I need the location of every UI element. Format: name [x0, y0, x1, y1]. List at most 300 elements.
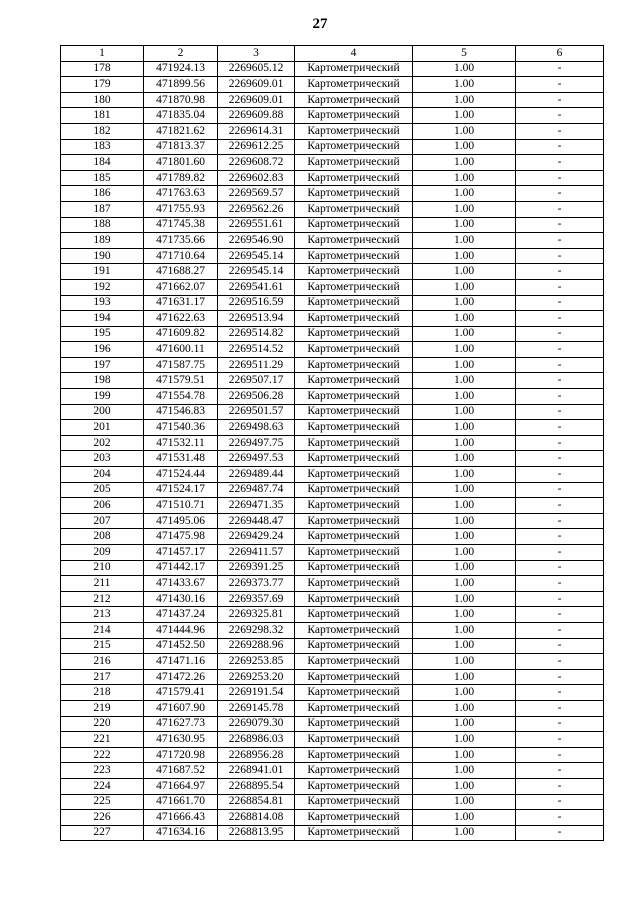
- accuracy-cell: 1.00: [413, 342, 516, 358]
- accuracy-cell: 1.00: [413, 264, 516, 280]
- point-number-cell: 204: [61, 467, 144, 483]
- y-coordinate-cell: 2269541.61: [218, 279, 295, 295]
- table-row: [61, 545, 604, 561]
- x-coordinate-cell: 471630.95: [144, 732, 218, 748]
- column-header: 6: [516, 46, 604, 62]
- y-coordinate-cell: 2269614.31: [218, 123, 295, 139]
- x-coordinate-cell: 471444.96: [144, 622, 218, 638]
- point-number-cell: 208: [61, 529, 144, 545]
- point-number-cell: 197: [61, 357, 144, 373]
- method-cell: Картометрический: [295, 810, 413, 826]
- accuracy-cell: 1.00: [413, 545, 516, 561]
- description-cell: -: [516, 700, 604, 716]
- method-cell: Картометрический: [295, 763, 413, 779]
- y-coordinate-cell: 2269448.47: [218, 513, 295, 529]
- table-row: [61, 498, 604, 514]
- column-header: 1: [61, 46, 144, 62]
- method-cell: Картометрический: [295, 638, 413, 654]
- table-row: [61, 591, 604, 607]
- x-coordinate-cell: 471813.37: [144, 139, 218, 155]
- column-header: 2: [144, 46, 218, 62]
- table-row: [61, 732, 604, 748]
- x-coordinate-cell: 471899.56: [144, 77, 218, 93]
- table-row: [61, 716, 604, 732]
- table-row: [61, 123, 604, 139]
- description-cell: -: [516, 155, 604, 171]
- description-cell: -: [516, 669, 604, 685]
- table-row: [61, 825, 604, 841]
- x-coordinate-cell: 471627.73: [144, 716, 218, 732]
- table-row: [61, 311, 604, 327]
- method-cell: Картометрический: [295, 248, 413, 264]
- table-row: [61, 482, 604, 498]
- accuracy-cell: 1.00: [413, 186, 516, 202]
- description-cell: -: [516, 295, 604, 311]
- description-cell: -: [516, 389, 604, 405]
- y-coordinate-cell: 2269391.25: [218, 560, 295, 576]
- description-cell: -: [516, 622, 604, 638]
- accuracy-cell: 1.00: [413, 810, 516, 826]
- y-coordinate-cell: 2269487.74: [218, 482, 295, 498]
- accuracy-cell: 1.00: [413, 763, 516, 779]
- y-coordinate-cell: 2269605.12: [218, 61, 295, 77]
- accuracy-cell: 1.00: [413, 529, 516, 545]
- accuracy-cell: 1.00: [413, 513, 516, 529]
- method-cell: Картометрический: [295, 435, 413, 451]
- x-coordinate-cell: 471710.64: [144, 248, 218, 264]
- description-cell: -: [516, 747, 604, 763]
- description-cell: -: [516, 685, 604, 701]
- accuracy-cell: 1.00: [413, 778, 516, 794]
- accuracy-cell: 1.00: [413, 794, 516, 810]
- method-cell: Картометрический: [295, 607, 413, 623]
- accuracy-cell: 1.00: [413, 61, 516, 77]
- method-cell: Картометрический: [295, 279, 413, 295]
- accuracy-cell: 1.00: [413, 357, 516, 373]
- table-row: [61, 467, 604, 483]
- method-cell: Картометрический: [295, 326, 413, 342]
- x-coordinate-cell: 471609.82: [144, 326, 218, 342]
- y-coordinate-cell: 2269506.28: [218, 389, 295, 405]
- accuracy-cell: 1.00: [413, 669, 516, 685]
- accuracy-cell: 1.00: [413, 482, 516, 498]
- accuracy-cell: 1.00: [413, 108, 516, 124]
- y-coordinate-cell: 2269609.01: [218, 92, 295, 108]
- method-cell: Картометрический: [295, 825, 413, 841]
- method-cell: Картометрический: [295, 295, 413, 311]
- table-row: [61, 217, 604, 233]
- point-number-cell: 203: [61, 451, 144, 467]
- description-cell: -: [516, 311, 604, 327]
- method-cell: Картометрический: [295, 357, 413, 373]
- table-row: [61, 529, 604, 545]
- accuracy-cell: 1.00: [413, 279, 516, 295]
- description-cell: -: [516, 77, 604, 93]
- accuracy-cell: 1.00: [413, 295, 516, 311]
- description-cell: -: [516, 108, 604, 124]
- point-number-cell: 209: [61, 545, 144, 561]
- accuracy-cell: 1.00: [413, 685, 516, 701]
- x-coordinate-cell: 471745.38: [144, 217, 218, 233]
- table-row: [61, 108, 604, 124]
- point-number-cell: 185: [61, 170, 144, 186]
- method-cell: Картометрический: [295, 186, 413, 202]
- y-coordinate-cell: 2269489.44: [218, 467, 295, 483]
- accuracy-cell: 1.00: [413, 467, 516, 483]
- y-coordinate-cell: 2269507.17: [218, 373, 295, 389]
- description-cell: -: [516, 264, 604, 280]
- point-number-cell: 196: [61, 342, 144, 358]
- table-row: [61, 279, 604, 295]
- table-row: [61, 61, 604, 77]
- x-coordinate-cell: 471789.82: [144, 170, 218, 186]
- x-coordinate-cell: 471687.52: [144, 763, 218, 779]
- x-coordinate-cell: 471452.50: [144, 638, 218, 654]
- x-coordinate-cell: 471430.16: [144, 591, 218, 607]
- x-coordinate-cell: 471662.07: [144, 279, 218, 295]
- accuracy-cell: 1.00: [413, 420, 516, 436]
- point-number-cell: 178: [61, 61, 144, 77]
- point-number-cell: 222: [61, 747, 144, 763]
- description-cell: -: [516, 638, 604, 654]
- x-coordinate-cell: 471634.16: [144, 825, 218, 841]
- x-coordinate-cell: 471457.17: [144, 545, 218, 561]
- point-number-cell: 207: [61, 513, 144, 529]
- accuracy-cell: 1.00: [413, 451, 516, 467]
- method-cell: Картометрический: [295, 217, 413, 233]
- x-coordinate-cell: 471720.98: [144, 747, 218, 763]
- table-row: [61, 513, 604, 529]
- x-coordinate-cell: 471524.17: [144, 482, 218, 498]
- point-number-cell: 184: [61, 155, 144, 171]
- y-coordinate-cell: 2268813.95: [218, 825, 295, 841]
- y-coordinate-cell: 2268956.28: [218, 747, 295, 763]
- point-number-cell: 190: [61, 248, 144, 264]
- method-cell: Картометрический: [295, 794, 413, 810]
- description-cell: -: [516, 420, 604, 436]
- table-row: [61, 77, 604, 93]
- method-cell: Картометрический: [295, 170, 413, 186]
- coordinates-table: [60, 45, 604, 841]
- x-coordinate-cell: 471664.97: [144, 778, 218, 794]
- point-number-cell: 206: [61, 498, 144, 514]
- table-row: [61, 420, 604, 436]
- accuracy-cell: 1.00: [413, 311, 516, 327]
- x-coordinate-cell: 471600.11: [144, 342, 218, 358]
- x-coordinate-cell: 471531.48: [144, 451, 218, 467]
- method-cell: Картометрический: [295, 716, 413, 732]
- point-number-cell: 217: [61, 669, 144, 685]
- table-row: [61, 389, 604, 405]
- accuracy-cell: 1.00: [413, 560, 516, 576]
- method-cell: Картометрический: [295, 92, 413, 108]
- point-number-cell: 213: [61, 607, 144, 623]
- method-cell: Картометрический: [295, 77, 413, 93]
- accuracy-cell: 1.00: [413, 747, 516, 763]
- method-cell: Картометрический: [295, 467, 413, 483]
- method-cell: Картометрический: [295, 622, 413, 638]
- y-coordinate-cell: 2269562.26: [218, 201, 295, 217]
- x-coordinate-cell: 471622.63: [144, 311, 218, 327]
- point-number-cell: 186: [61, 186, 144, 202]
- description-cell: -: [516, 545, 604, 561]
- accuracy-cell: 1.00: [413, 404, 516, 420]
- point-number-cell: 202: [61, 435, 144, 451]
- x-coordinate-cell: 471495.06: [144, 513, 218, 529]
- accuracy-cell: 1.00: [413, 576, 516, 592]
- point-number-cell: 216: [61, 654, 144, 670]
- x-coordinate-cell: 471437.24: [144, 607, 218, 623]
- method-cell: Картометрический: [295, 482, 413, 498]
- method-cell: Картометрический: [295, 108, 413, 124]
- point-number-cell: 218: [61, 685, 144, 701]
- description-cell: -: [516, 763, 604, 779]
- accuracy-cell: 1.00: [413, 77, 516, 93]
- method-cell: Картометрический: [295, 560, 413, 576]
- table-row: [61, 685, 604, 701]
- table-row: [61, 373, 604, 389]
- x-coordinate-cell: 471433.67: [144, 576, 218, 592]
- y-coordinate-cell: 2269501.57: [218, 404, 295, 420]
- y-coordinate-cell: 2268814.08: [218, 810, 295, 826]
- point-number-cell: 180: [61, 92, 144, 108]
- point-number-cell: 188: [61, 217, 144, 233]
- y-coordinate-cell: 2269298.32: [218, 622, 295, 638]
- method-cell: Картометрический: [295, 732, 413, 748]
- x-coordinate-cell: 471835.04: [144, 108, 218, 124]
- method-cell: Картометрический: [295, 420, 413, 436]
- description-cell: -: [516, 357, 604, 373]
- point-number-cell: 215: [61, 638, 144, 654]
- y-coordinate-cell: 2269498.63: [218, 420, 295, 436]
- x-coordinate-cell: 471763.63: [144, 186, 218, 202]
- method-cell: Картометрический: [295, 778, 413, 794]
- accuracy-cell: 1.00: [413, 622, 516, 638]
- y-coordinate-cell: 2268895.54: [218, 778, 295, 794]
- table-row: [61, 451, 604, 467]
- point-number-cell: 221: [61, 732, 144, 748]
- table-row: [61, 357, 604, 373]
- y-coordinate-cell: 2269545.14: [218, 248, 295, 264]
- method-cell: Картометрический: [295, 61, 413, 77]
- accuracy-cell: 1.00: [413, 716, 516, 732]
- table-row: [61, 186, 604, 202]
- accuracy-cell: 1.00: [413, 201, 516, 217]
- point-number-cell: 194: [61, 311, 144, 327]
- point-number-cell: 225: [61, 794, 144, 810]
- table-row: [61, 404, 604, 420]
- description-cell: -: [516, 404, 604, 420]
- y-coordinate-cell: 2269609.01: [218, 77, 295, 93]
- description-cell: -: [516, 778, 604, 794]
- method-cell: Картометрический: [295, 155, 413, 171]
- point-number-cell: 212: [61, 591, 144, 607]
- point-number-cell: 210: [61, 560, 144, 576]
- accuracy-cell: 1.00: [413, 498, 516, 514]
- description-cell: -: [516, 591, 604, 607]
- method-cell: Картометрический: [295, 700, 413, 716]
- table-row: [61, 778, 604, 794]
- table-row: [61, 794, 604, 810]
- description-cell: -: [516, 326, 604, 342]
- column-header: 5: [413, 46, 516, 62]
- method-cell: Картометрический: [295, 576, 413, 592]
- x-coordinate-cell: 471540.36: [144, 420, 218, 436]
- y-coordinate-cell: 2269569.57: [218, 186, 295, 202]
- point-number-cell: 198: [61, 373, 144, 389]
- accuracy-cell: 1.00: [413, 700, 516, 716]
- table-row: [61, 295, 604, 311]
- description-cell: -: [516, 248, 604, 264]
- accuracy-cell: 1.00: [413, 92, 516, 108]
- point-number-cell: 200: [61, 404, 144, 420]
- accuracy-cell: 1.00: [413, 326, 516, 342]
- method-cell: Картометрический: [295, 139, 413, 155]
- accuracy-cell: 1.00: [413, 654, 516, 670]
- column-header: 4: [295, 46, 413, 62]
- table-row: [61, 92, 604, 108]
- point-number-cell: 187: [61, 201, 144, 217]
- method-cell: Картометрический: [295, 654, 413, 670]
- y-coordinate-cell: 2269429.24: [218, 529, 295, 545]
- description-cell: -: [516, 342, 604, 358]
- point-number-cell: 211: [61, 576, 144, 592]
- x-coordinate-cell: 471870.98: [144, 92, 218, 108]
- point-number-cell: 182: [61, 123, 144, 139]
- x-coordinate-cell: 471607.90: [144, 700, 218, 716]
- point-number-cell: 181: [61, 108, 144, 124]
- y-coordinate-cell: 2269608.72: [218, 155, 295, 171]
- x-coordinate-cell: 471688.27: [144, 264, 218, 280]
- x-coordinate-cell: 471821.62: [144, 123, 218, 139]
- description-cell: -: [516, 513, 604, 529]
- description-cell: -: [516, 732, 604, 748]
- point-number-cell: 192: [61, 279, 144, 295]
- table-row: [61, 435, 604, 451]
- method-cell: Картометрический: [295, 498, 413, 514]
- x-coordinate-cell: 471755.93: [144, 201, 218, 217]
- point-number-cell: 183: [61, 139, 144, 155]
- point-number-cell: 227: [61, 825, 144, 841]
- method-cell: Картометрический: [295, 529, 413, 545]
- point-number-cell: 214: [61, 622, 144, 638]
- y-coordinate-cell: 2269511.29: [218, 357, 295, 373]
- y-coordinate-cell: 2269497.75: [218, 435, 295, 451]
- table-row: [61, 155, 604, 171]
- description-cell: -: [516, 498, 604, 514]
- description-cell: -: [516, 92, 604, 108]
- x-coordinate-cell: 471587.75: [144, 357, 218, 373]
- method-cell: Картометрический: [295, 747, 413, 763]
- y-coordinate-cell: 2269471.35: [218, 498, 295, 514]
- y-coordinate-cell: 2269546.90: [218, 233, 295, 249]
- table-row: [61, 607, 604, 623]
- x-coordinate-cell: 471510.71: [144, 498, 218, 514]
- point-number-cell: 223: [61, 763, 144, 779]
- method-cell: Картометрический: [295, 201, 413, 217]
- y-coordinate-cell: 2269514.82: [218, 326, 295, 342]
- y-coordinate-cell: 2269516.59: [218, 295, 295, 311]
- table-row: [61, 669, 604, 685]
- description-cell: -: [516, 373, 604, 389]
- description-cell: -: [516, 654, 604, 670]
- method-cell: Картометрический: [295, 513, 413, 529]
- accuracy-cell: 1.00: [413, 825, 516, 841]
- accuracy-cell: 1.00: [413, 591, 516, 607]
- table-row: [61, 700, 604, 716]
- x-coordinate-cell: 471524.44: [144, 467, 218, 483]
- table-row: [61, 747, 604, 763]
- y-coordinate-cell: 2269551.61: [218, 217, 295, 233]
- y-coordinate-cell: 2268941.01: [218, 763, 295, 779]
- point-number-cell: 220: [61, 716, 144, 732]
- y-coordinate-cell: 2269373.77: [218, 576, 295, 592]
- y-coordinate-cell: 2269145.78: [218, 700, 295, 716]
- description-cell: -: [516, 201, 604, 217]
- description-cell: -: [516, 716, 604, 732]
- point-number-cell: 179: [61, 77, 144, 93]
- y-coordinate-cell: 2269612.25: [218, 139, 295, 155]
- description-cell: -: [516, 170, 604, 186]
- description-cell: -: [516, 576, 604, 592]
- description-cell: -: [516, 529, 604, 545]
- description-cell: -: [516, 451, 604, 467]
- description-cell: -: [516, 825, 604, 841]
- x-coordinate-cell: 471579.41: [144, 685, 218, 701]
- page-number: 27: [312, 16, 328, 32]
- table-row: [61, 654, 604, 670]
- description-cell: -: [516, 435, 604, 451]
- description-cell: -: [516, 61, 604, 77]
- x-coordinate-cell: 471801.60: [144, 155, 218, 171]
- point-number-cell: 189: [61, 233, 144, 249]
- y-coordinate-cell: 2269545.14: [218, 264, 295, 280]
- x-coordinate-cell: 471631.17: [144, 295, 218, 311]
- description-cell: -: [516, 233, 604, 249]
- description-cell: -: [516, 482, 604, 498]
- accuracy-cell: 1.00: [413, 373, 516, 389]
- description-cell: -: [516, 217, 604, 233]
- method-cell: Картометрический: [295, 264, 413, 280]
- point-number-cell: 224: [61, 778, 144, 794]
- method-cell: Картометрический: [295, 123, 413, 139]
- y-coordinate-cell: 2269411.57: [218, 545, 295, 561]
- y-coordinate-cell: 2269609.88: [218, 108, 295, 124]
- y-coordinate-cell: 2269497.53: [218, 451, 295, 467]
- table-row: [61, 326, 604, 342]
- x-coordinate-cell: 471579.51: [144, 373, 218, 389]
- y-coordinate-cell: 2269357.69: [218, 591, 295, 607]
- description-cell: -: [516, 139, 604, 155]
- description-cell: -: [516, 810, 604, 826]
- y-coordinate-cell: 2269253.20: [218, 669, 295, 685]
- y-coordinate-cell: 2269079.30: [218, 716, 295, 732]
- description-cell: -: [516, 279, 604, 295]
- method-cell: Картометрический: [295, 342, 413, 358]
- accuracy-cell: 1.00: [413, 155, 516, 171]
- table-row: [61, 248, 604, 264]
- y-coordinate-cell: 2268854.81: [218, 794, 295, 810]
- table-row: [61, 810, 604, 826]
- table-row: [61, 638, 604, 654]
- method-cell: Картометрический: [295, 389, 413, 405]
- point-number-cell: 193: [61, 295, 144, 311]
- table-row: [61, 201, 604, 217]
- method-cell: Картометрический: [295, 373, 413, 389]
- accuracy-cell: 1.00: [413, 638, 516, 654]
- y-coordinate-cell: 2269602.83: [218, 170, 295, 186]
- point-number-cell: 205: [61, 482, 144, 498]
